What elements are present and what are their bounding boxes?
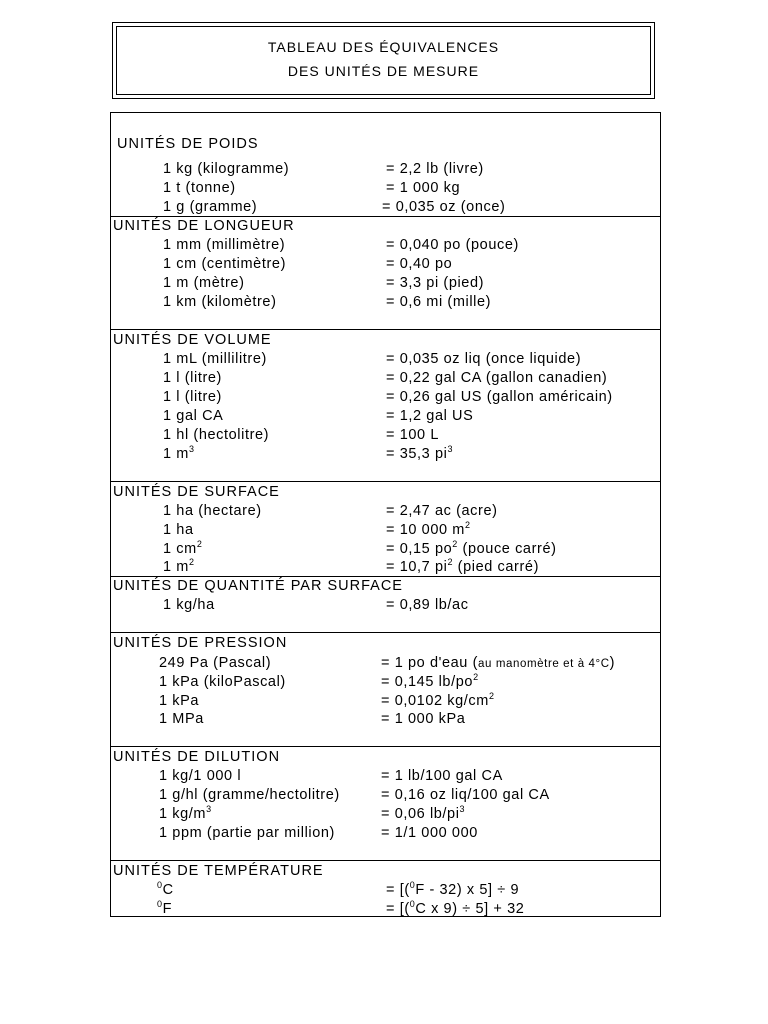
unit-cell: 1 kg (kilogramme) [163,161,290,177]
equiv-cell: = 1,2 gal US [386,408,474,424]
equiv-tail: C x 9) ÷ 5] + 32 [415,901,525,917]
divider [111,329,660,330]
unit-text: 1 cm [163,541,197,557]
divider [111,746,660,747]
unit-cell [163,541,202,557]
unit-cell: 1 m (mètre) [163,275,245,291]
equiv-text: = 0,0102 kg/cm [381,693,489,709]
unit-cell: 249 Pa (Pascal) [159,655,272,671]
unit-cell: 1 l (litre) [163,370,222,386]
title-inner-border [116,26,651,95]
equiv-text: = 10,7 pi [386,559,448,575]
superscript: 2 [188,557,195,567]
section-title-quantite: UNITÉS DE QUANTITÉ PAR SURFACE [113,578,403,594]
unit-cell [157,901,172,917]
unit-cell: 1 kPa (kiloPascal) [159,674,286,690]
superscript: 0 [157,899,163,909]
equiv-text: = 0,145 lb/po [381,674,474,690]
unit-cell: 1 g (gramme) [163,199,258,215]
unit-text: 1 m [163,446,189,462]
equiv-cell: = 1 000 kg [386,180,461,196]
title-line-2: DES UNITÉS DE MESURE [287,63,480,79]
title-line-1: TABLEAU DES ÉQUIVALENCES [267,39,500,55]
unit-cell: 1 kg/1 000 l [159,768,242,784]
equiv-cell [381,693,495,709]
superscript: 2 [488,691,495,701]
equiv-cell [386,541,557,557]
superscript: 3 [459,804,466,814]
equiv-cell [386,446,453,462]
equiv-cell: = 1 lb/100 gal CA [381,768,503,784]
equiv-note: au manomètre et à 4°C [478,658,610,670]
unit-cell: 1 kg/ha [163,597,215,613]
unit-cell [159,806,212,822]
superscript: 2 [196,539,203,549]
equiv-cell: = 2,2 lb (livre) [386,161,484,177]
unit-cell: 1 ha (hectare) [163,503,262,519]
unit-cell: 1 km (kilomètre) [163,294,277,310]
equiv-cell [386,901,524,917]
unit-cell: 1 g/hl (gramme/hectolitre) [159,787,340,803]
equiv-tail: (pouce carré) [457,541,557,557]
section-title-surface: UNITÉS DE SURFACE [113,484,280,500]
section-title-volume: UNITÉS DE VOLUME [113,332,272,348]
section-title-longueur: UNITÉS DE LONGUEUR [113,218,295,234]
section-title-temperature: UNITÉS DE TEMPÉRATURE [113,863,324,879]
unit-cell [157,882,174,898]
divider [111,576,660,577]
unit-cell: 1 mL (millilitre) [163,351,267,367]
equiv-cell: = 0,22 gal CA (gallon canadien) [386,370,608,386]
superscript: 2 [473,672,479,682]
superscript: 0 [157,880,163,890]
equiv-cell: = 0,89 lb/ac [386,597,469,613]
equiv-text: = 10 000 m [386,522,465,538]
superscript: 3 [447,444,454,454]
equiv-cell [386,559,539,575]
superscript: 2 [452,539,458,549]
equiv-cell: = 0,16 oz liq/100 gal CA [381,787,550,803]
equiv-cell: = 0,26 gal US (gallon américain) [386,389,613,405]
unit-cell [163,559,195,575]
equiv-cell: = 100 L [386,427,439,443]
divider [111,632,660,633]
equiv-text: = [( [386,901,410,917]
equiv-cell: = 3,3 pi (pied) [386,275,485,291]
unit-text: 1 m [163,559,189,575]
divider [111,216,660,217]
unit-cell: 1 l (litre) [163,389,222,405]
superscript: 3 [206,804,212,814]
equivalence-table [110,112,661,917]
equiv-tail: F - 32) x 5] ÷ 9 [415,882,520,898]
superscript: 0 [409,899,416,909]
divider [111,860,660,861]
unit-cell [163,446,195,462]
unit-cell: 1 kPa [159,693,200,709]
superscript: 3 [188,444,195,454]
unit-text: C [162,882,174,898]
equiv-cell: = 2,47 ac (acre) [386,503,498,519]
section-title-pression: UNITÉS DE PRESSION [113,635,288,651]
equiv-tail: ) [609,655,616,671]
equiv-text: = 0,15 po [386,541,453,557]
unit-cell: 1 ha [163,522,194,538]
equiv-tail: (pied carré) [453,559,540,575]
equiv-cell: = 0,040 po (pouce) [386,237,519,253]
unit-text: F [162,901,173,917]
unit-cell: 1 cm (centimètre) [163,256,286,272]
equiv-cell [386,882,519,898]
equiv-cell: = 1 000 kPa [381,711,466,727]
title-box [112,22,655,99]
unit-cell: 1 t (tonne) [163,180,236,196]
equiv-cell: = 0,035 oz liq (once liquide) [386,351,582,367]
equiv-cell: = 0,6 mi (mille) [386,294,492,310]
equiv-text: = 1 po d'eau ( [381,655,479,671]
equiv-text: = 35,3 pi [386,446,448,462]
equiv-text: = [( [386,882,410,898]
equiv-cell: = 0,40 po [386,256,453,272]
equiv-cell: = 1/1 000 000 [381,825,478,841]
section-title-dilution: UNITÉS DE DILUTION [113,749,281,765]
equiv-cell [381,806,465,822]
unit-cell: 1 ppm (partie par million) [159,825,335,841]
unit-cell: 1 hl (hectolitre) [163,427,270,443]
equiv-cell [381,674,479,690]
equiv-cell [386,522,471,538]
unit-text: 1 kg/m [159,806,207,822]
unit-cell: 1 MPa [159,711,204,727]
superscript: 2 [447,557,454,567]
unit-cell: 1 gal CA [163,408,224,424]
equiv-cell: = 0,035 oz (once) [382,199,506,215]
unit-cell: 1 mm (millimètre) [163,237,286,253]
equiv-text: = 0,06 lb/pi [381,806,460,822]
superscript: 0 [409,880,416,890]
section-title-poids: UNITÉS DE POIDS [117,136,259,152]
equiv-cell [381,655,615,671]
superscript: 2 [464,520,471,530]
divider [111,481,660,482]
